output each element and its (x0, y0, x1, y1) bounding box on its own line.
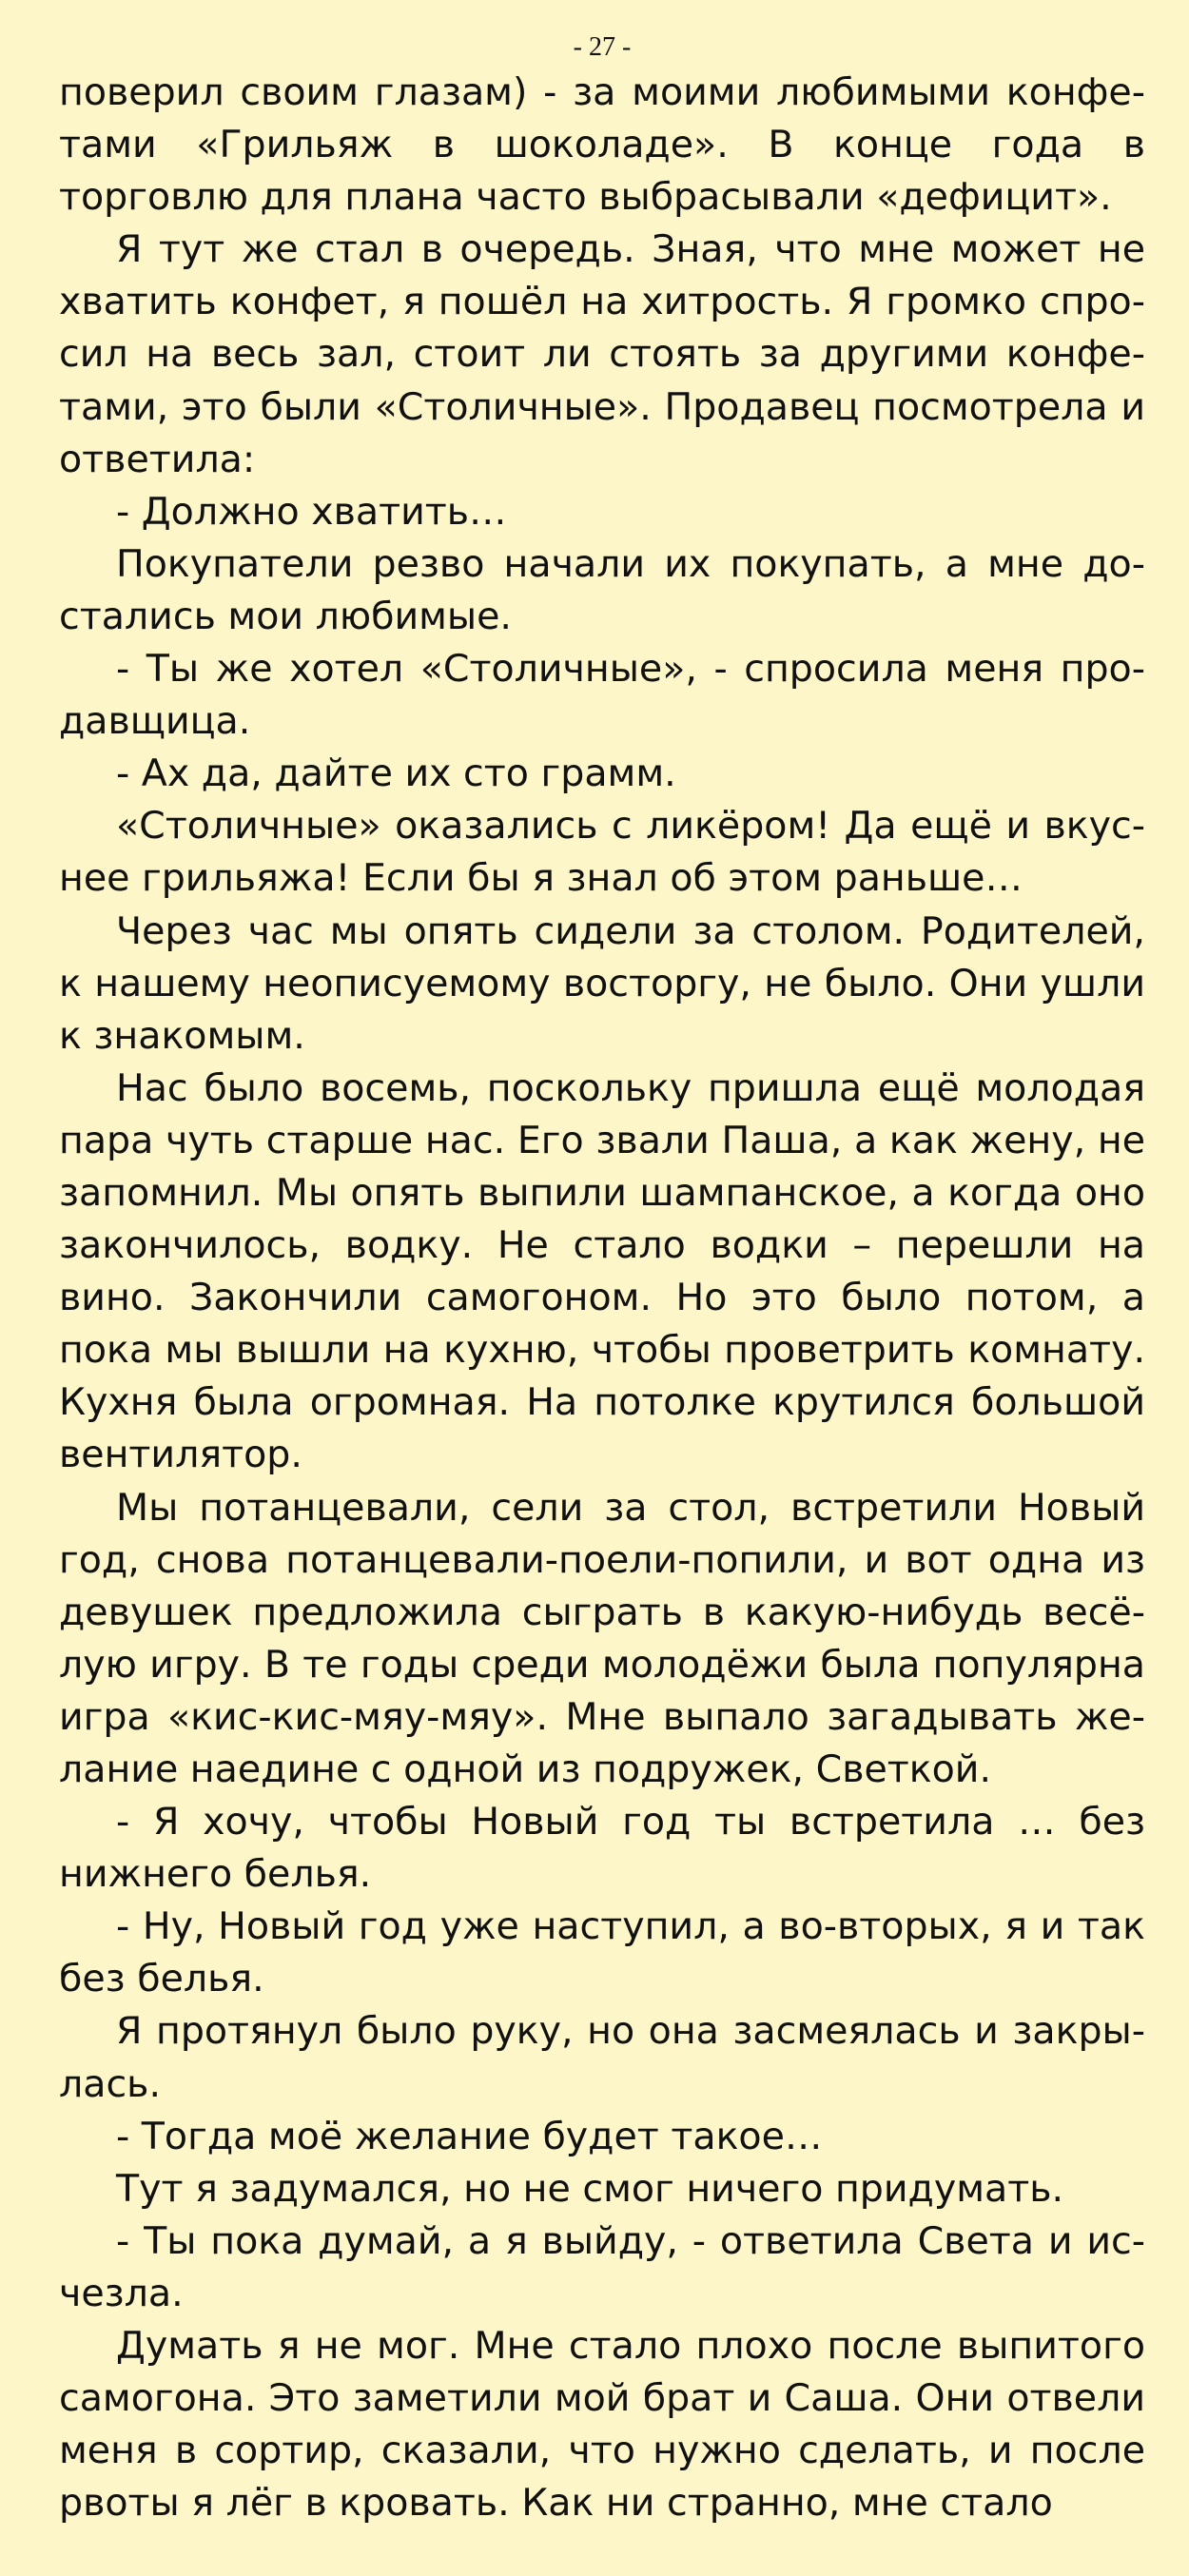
page-number: - 27 - (573, 32, 632, 62)
paragraph: - Ах да, дайте их сто грамм. (116, 751, 676, 796)
paragraph: - Ну, Новый год уже наступил, а во-вторых, я и так без белья. (59, 1904, 1145, 2001)
paragraph: Нас было восемь, поскольку пришла ещё молодая пара чуть старше нас. Его звали Паша, а как жену, не запомнил. Мы опять выпили шампанское, а когда оно закончилось, водку. Не стало водки – перешли на вино. Закончили самогоном. Но это было потом, а пока мы вышли на кухню, чтобы проветрить комнату. Кухня была огромная. На потолке крутился большой вентилятор. (59, 1065, 1145, 1477)
paragraph: Тут я задумался, но не смог ничего придумать. (116, 2166, 1064, 2211)
paragraph: Я протянул было руку, но она засмеялась и закрылась. (59, 2009, 1145, 2106)
paragraph: Покупатели резво начали их покупать, а мне достались мои любимые. (59, 541, 1145, 638)
paragraph: - Тогда моё желание будет такое… (116, 2114, 823, 2158)
paragraph: Мы потанцевали, сели за стол, встретили Новый год, снова потанцевали-поели-попили, и вот одна из девушек предложила сыграть в какую-нибудь весёлую игру. В те годы среди молодёжи была популярна игра «кис-кис-мяу-мяу». Мне выпало загадывать желание наедине с одной из подружек, Светкой. (59, 1485, 1145, 1791)
page-text (59, 67, 1145, 2529)
paragraph: - Ты же хотел «Столичные», - спросила меня продавщица. (59, 647, 1145, 744)
paragraph: поверил своим глазам) - за моими любимыми конфетами «Грильяж в шоколаде». В конце года в торговлю для плана часто выбрасывали «дефицит». (59, 70, 1145, 220)
paragraph: - Должно хватить… (116, 489, 507, 534)
paragraph: - Я хочу, чтобы Новый год ты встретила … без нижнего белья. (59, 1800, 1145, 1897)
paragraph: - Ты пока думай, а я выйду, - ответила Света и исчезла. (59, 2218, 1145, 2315)
paragraph: «Столичные» оказались с ликёром! Да ещё и вкуснее грильяжа! Если бы я знал об этом раньше… (59, 804, 1145, 901)
paragraph: Я тут же стал в очередь. Зная, что мне может не хватить конфет, я пошёл на хитрость. Я громко спросил на весь зал, стоит ли стоять за другими конфетами, это были «Столичные». Продавец посмотрела и ответила: (59, 227, 1145, 481)
paragraph: Думать я не мог. Мне стало плохо после выпитого самогона. Это заметили мой брат и Саша. Они отвели меня в сортир, сказали, что нужно сделать, и после рвоты я лёг в кровать. Как ни странно, мне стало (59, 2324, 1145, 2526)
paragraph: Через час мы опять сидели за столом. Родителей, к нашему неописуемому восторгу, не было. Они ушли к знакомым. (59, 908, 1145, 1058)
